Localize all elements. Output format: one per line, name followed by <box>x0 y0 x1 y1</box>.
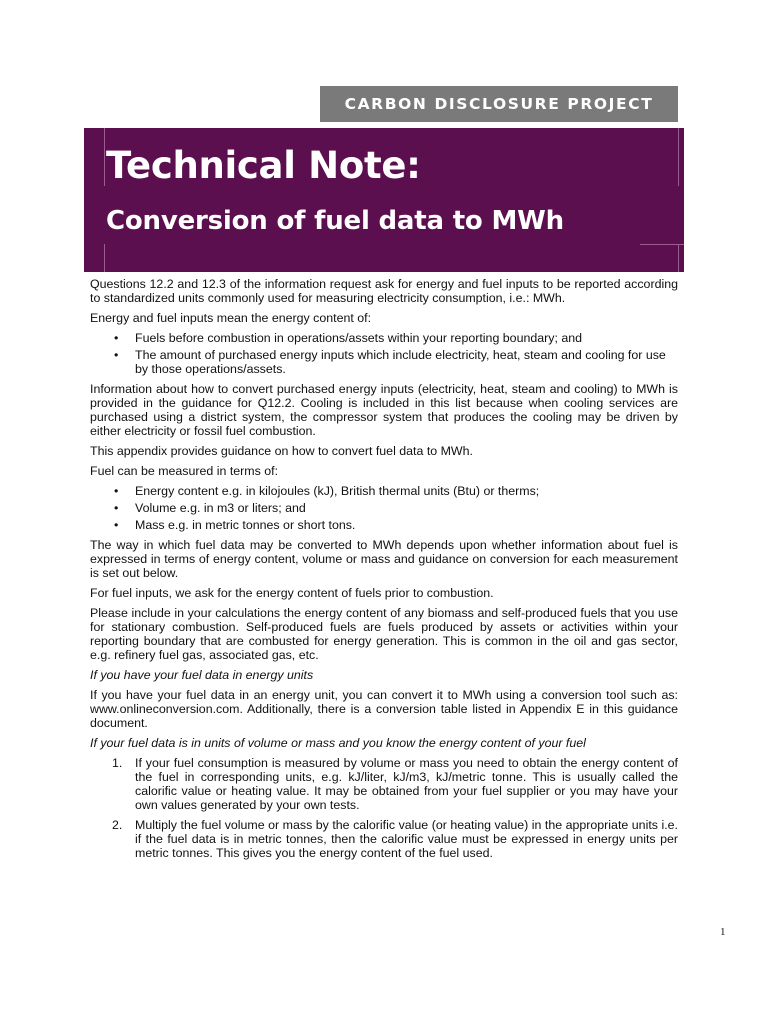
list-item: 1. If your fuel consumption is measured by volume or mass you need to obtain the energy content of the fuel in corresponding units, e.g. kJ/liter, kJ/m3, kJ/metric tonne. This is usually called the calorific value or heating value. It may be obtained from your fuel supplier or you may have your own values generated by your own tests. <box>112 756 678 812</box>
conversion-paragraph: The way in which fuel data may be converted to MWh depends upon whether information about fuel is expressed in terms of energy content, volume or mass and guidance on conversion for each measurement is set out below. <box>90 538 678 580</box>
measure-intro: Fuel can be measured in terms of: <box>90 464 279 478</box>
list-item: • Mass e.g. in metric tonnes or short tons. <box>114 518 356 532</box>
list-item: • The amount of purchased energy inputs which include electricity, heat, steam and cooling for use by those operations/assets. <box>114 348 666 376</box>
bullet-icon: • <box>114 348 119 362</box>
list-item: 2. Multiply the fuel volume or mass by the calorific value (or heating value) in the appropriate units i.e. if the fuel data is in metric tonnes, then the calorific value must be expressed in energy units per metric tonnes. This gives you the energy content of the fuel used. <box>112 818 678 860</box>
bullet-icon: • <box>114 484 119 498</box>
crop-mark <box>678 244 679 272</box>
energy-content-list <box>90 331 678 376</box>
organization-name: CARBON DISCLOSURE PROJECT <box>344 95 654 113</box>
biomass-paragraph: Please include in your calculations the energy content of any biomass and self-produced fuels that you use for stationary combustion. Self-produced fuels are fuels produced by assets or activities within your reporting boundary that are combusted for energy generation. This is common in the oil and gas sector, e.g. refinery fuel gas, associated gas, etc. <box>90 606 678 662</box>
prior-combustion-paragraph: For fuel inputs, we ask for the energy content of fuels prior to combustion. <box>90 586 494 600</box>
appendix-note: This appendix provides guidance on how to convert fuel data to MWh. <box>90 444 473 458</box>
energy-units-heading: If you have your fuel data in energy units <box>90 668 314 682</box>
measure-list <box>90 484 678 532</box>
document-body <box>90 277 678 866</box>
step-number: 2. <box>112 818 123 832</box>
step-number: 1. <box>112 756 123 770</box>
bullet-icon: • <box>114 331 119 345</box>
energy-content-intro: Energy and fuel inputs mean the energy content of: <box>90 311 372 325</box>
energy-units-paragraph: If you have your fuel data in an energy unit, you can convert it to MWh using a conversion tool such as: www.onlineconversion.com. Additionally, there is a conversion table listed in Appendix E in this guidance document. <box>90 688 678 730</box>
crop-mark <box>104 128 105 186</box>
intro-paragraph: Questions 12.2 and 12.3 of the information request ask for energy and fuel inputs to be reported according to standardized units commonly used for measuring electricity consumption, i.e.: MWh. <box>90 277 678 305</box>
organization-bar <box>320 86 678 122</box>
list-item: • Energy content e.g. in kilojoules (kJ), British thermal units (Btu) or therms; <box>114 484 540 498</box>
steps-list <box>90 756 678 860</box>
crop-mark <box>104 244 105 272</box>
crop-mark <box>678 128 679 186</box>
title-banner <box>84 128 684 272</box>
purchased-energy-paragraph: Information about how to convert purchased energy inputs (electricity, heat, steam and cooling) to MWh is provided in the guidance for Q12.2. Cooling is included in this list because when cooling services are purchased using a district system, the compressor system that produces the cooling may be driven by either electricity or fossil fuel combustion. <box>90 382 678 438</box>
document-subtitle: Conversion of fuel data to MWh <box>106 206 564 236</box>
volume-mass-heading: If your fuel data is in units of volume or mass and you know the energy content of your fuel <box>90 736 586 750</box>
bullet-icon: • <box>114 501 119 515</box>
document-title: Technical Note: <box>106 144 421 187</box>
list-item: • Volume e.g. in m3 or liters; and <box>114 501 306 515</box>
page-number: 1 <box>720 926 726 938</box>
bullet-icon: • <box>114 518 119 532</box>
crop-mark <box>640 244 684 245</box>
list-item: • Fuels before combustion in operations/assets within your reporting boundary; and <box>114 331 583 345</box>
